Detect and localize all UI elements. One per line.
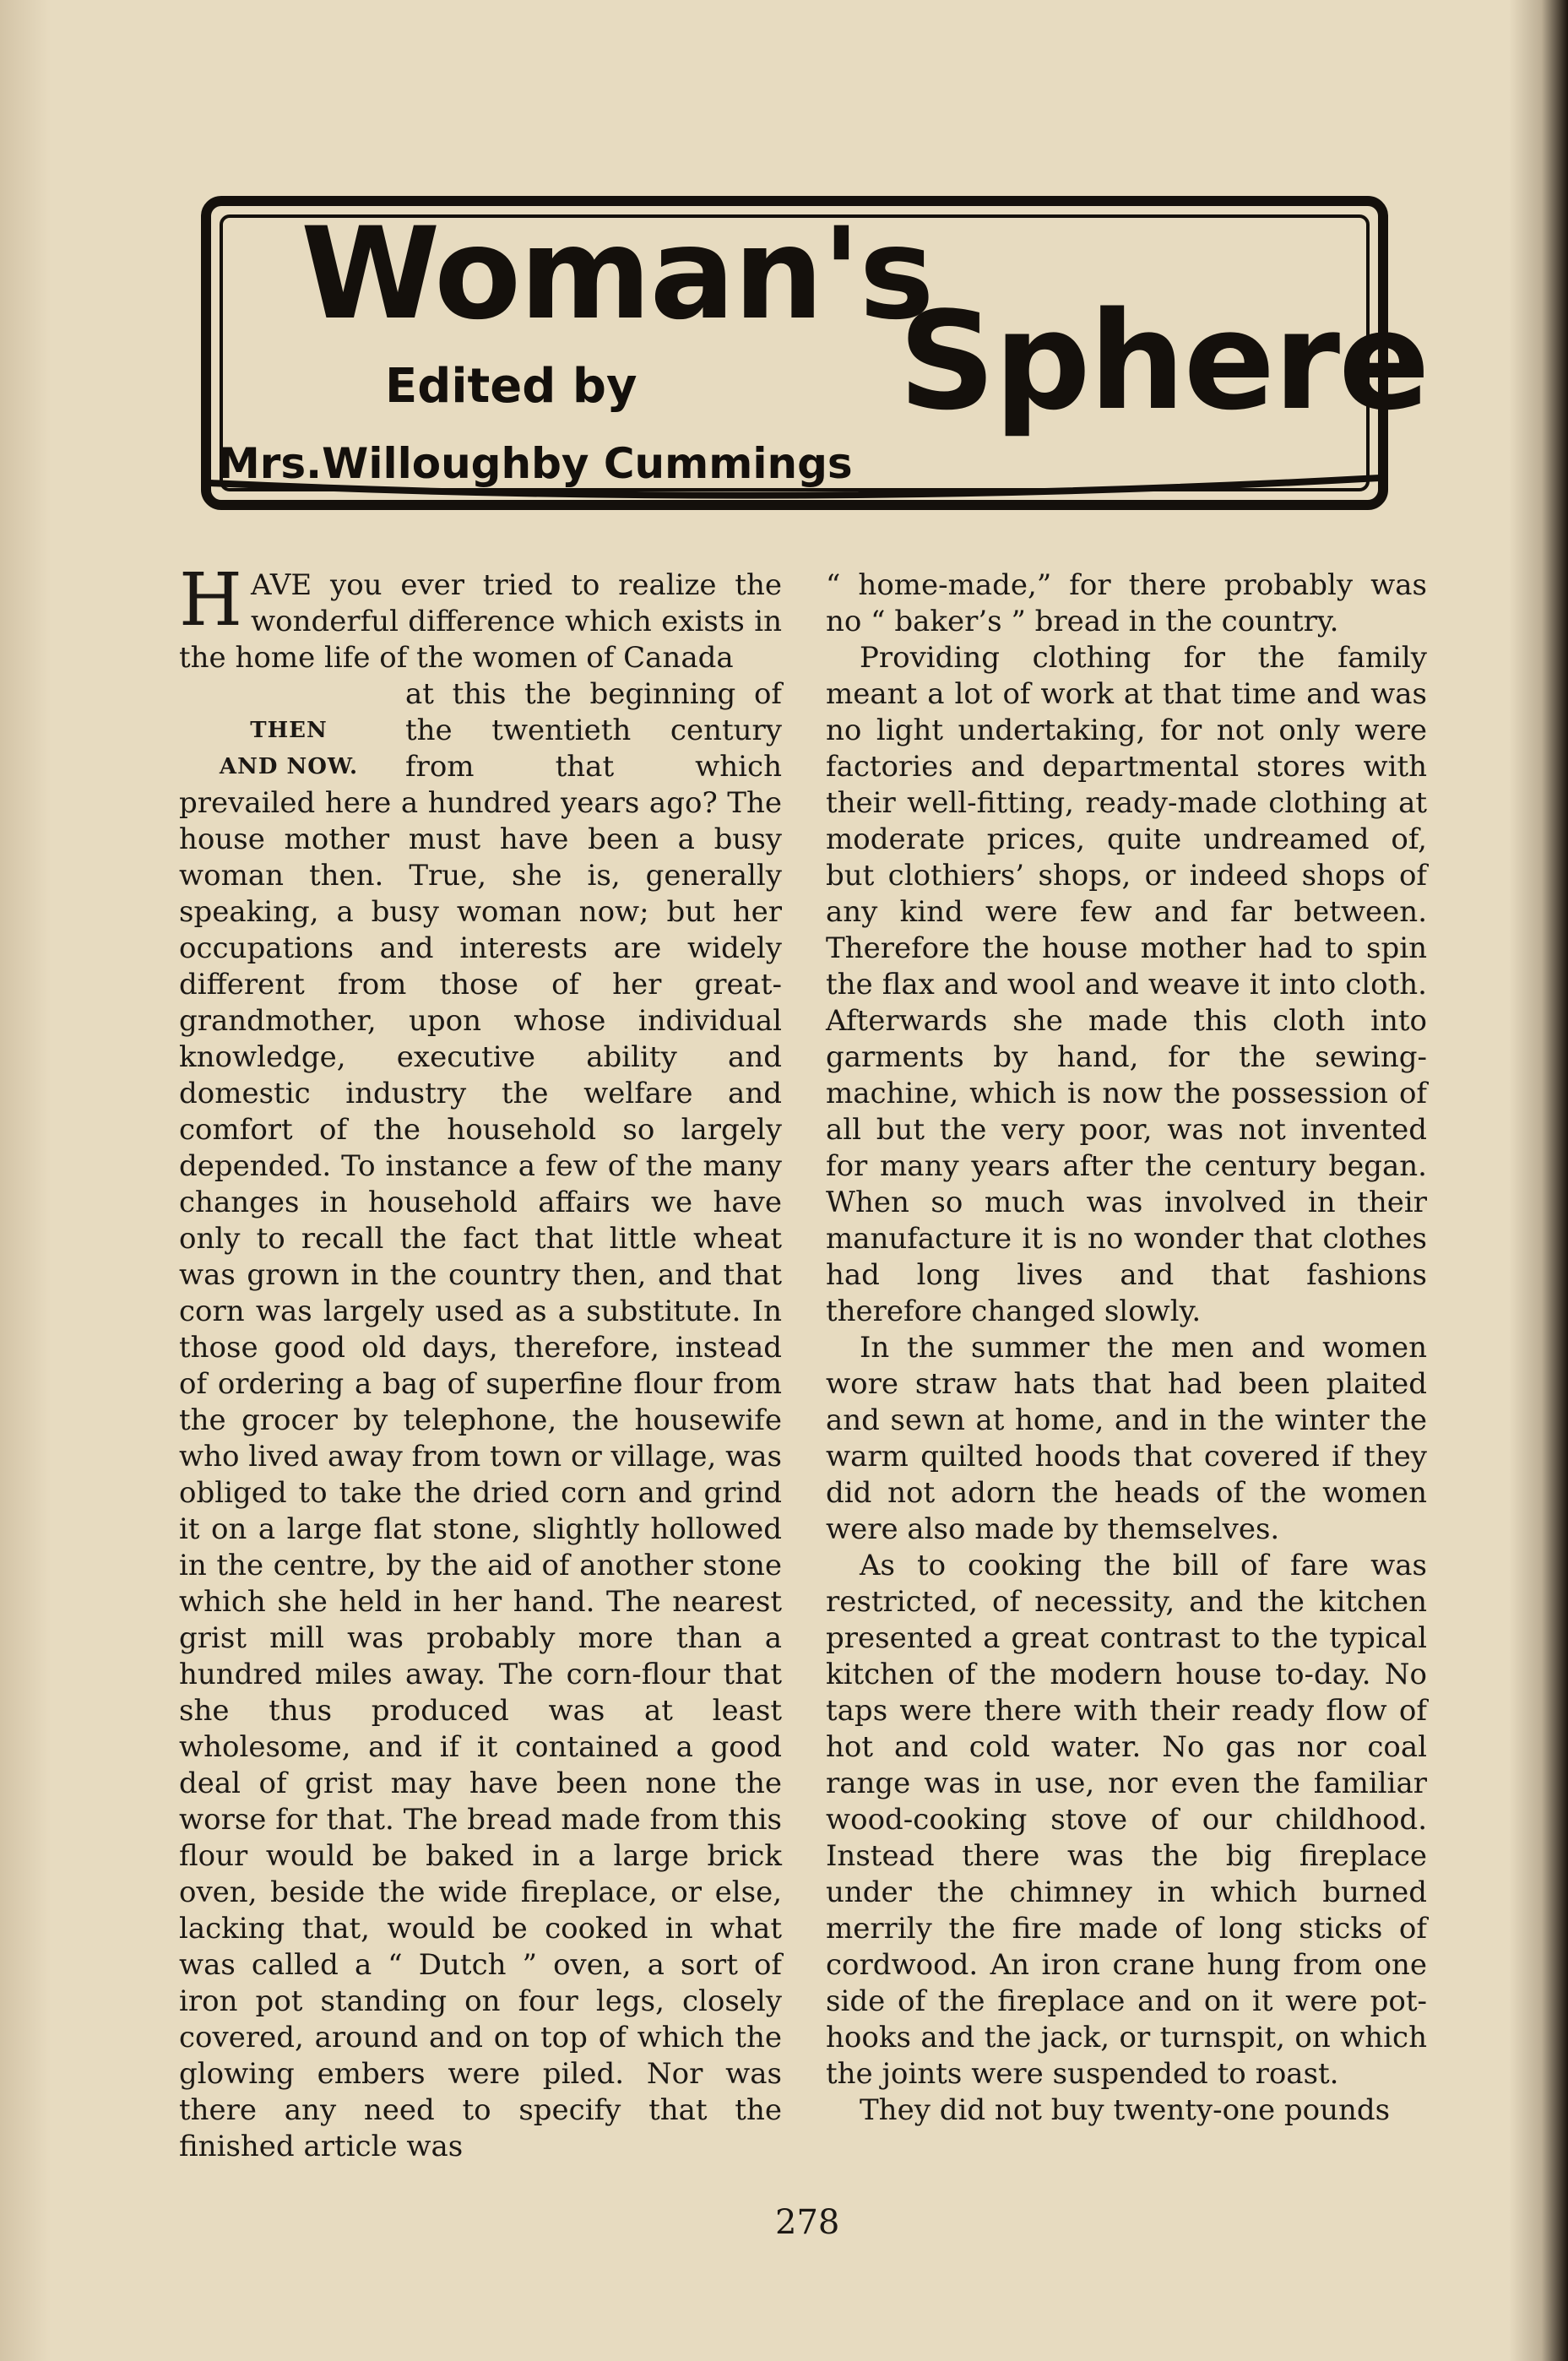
left-column	[179, 558, 782, 2165]
edited-by-label: Edited by	[385, 359, 638, 414]
paragraph-5: They did not buy twenty-one pounds	[860, 2093, 1391, 2127]
title-sphere: Sphere	[898, 282, 1429, 440]
side-note-then: THEN	[250, 718, 328, 743]
title-womans: Woman's	[301, 201, 933, 348]
header-banner	[201, 196, 1429, 510]
paragraph-2: Providing clothing for the family meant a lot of work at that time and was no light undertaking, for not only were factories and departmental stores with their well-fitting, ready-made clothing at moderate prices, quite undreamed of, but clothiers’ shops, or indeed shops of any kind were few and far between. Therefore the house mother had to spin the flax and wool and weave it into cloth. Afterwards she made this cloth into garments by hand, for the sewing-machine, which is now the possession of all but the very poor, was not invented for many years after the century began. When so much was involved in their manufacture it is no wonder that clothes had long lives and that fashions therefore changed slowly.	[826, 641, 1427, 1328]
side-note-and-now: AND NOW.	[219, 754, 359, 779]
paragraph-1: “ home-made,” for there probably was no “ baker’s ” bread in the country.	[826, 568, 1427, 638]
paragraph-4: As to cooking the bill of fare was restricted, of necessity, and the kitchen presented a great contrast to the typical kitchen of the modern house to-day. No taps were there with their ready flow of hot and cold water. No gas nor coal range was in use, nor even the familiar wood-cooking stove of our childhood. Instead there was the big fireplace under the chimney in which burned merrily the fire made of long sticks of cordwood. An iron crane hung from one side of the fireplace and on it were pot-hooks and the jack, or turnspit, on which the joints were suspended to roast.	[826, 1549, 1427, 2091]
right-column	[826, 567, 1427, 2129]
paragraph-body: at this the beginning of the twentieth century from that which prevailed here a hundred years ago? The house mother must have been a busy woman then. True, she is, generally speaking, a busy woman now; but her occupations and interests are widely different from those of her great-grandmother, upon whose individual knowledge, executive ability and domestic industry the welfare and comfort of the household so largely depended. To instance a few of the many changes in household affairs we have only to recall the fact that little wheat was grown in the country then, and that corn was largely used as a substitute. In those good old days, therefore, instead of ordering a bag of superfine flour from the grocer by telephone, the housewife who lived away from town or village, was obliged to take the dried corn and grind it on a large flat stone, slightly hollowed in the centre, by the aid of another stone which she held in her hand. The nearest grist mill was probably more than a hundred miles away. The corn-flour that she thus produced was at least wholesome, and if it contained a good deal of grist may have been none the worse for that. The bread made from this flour would be baked in a large brick oven, beside the wide fireplace, or else, lacking that, would be cooked in what was called a “ Dutch ” oven, a sort of iron pot standing on four legs, closely covered, around and on top of which the glowing embers were piled. Nor was there any need to specify that the finished article was	[179, 677, 782, 2163]
page-edge-shadow	[1509, 0, 1568, 2361]
side-note	[179, 676, 405, 785]
editor-name: Mrs.Willoughby Cummings	[218, 439, 853, 488]
paragraph-3: In the summer the men and women wore straw hats that had been plaited and sewn at home, and in the winter the warm quilted hoods that covered if they did not adorn the heads of the women were also made by themselves.	[826, 1331, 1427, 1546]
drop-cap: H	[179, 558, 242, 643]
page-gutter-shadow	[0, 0, 51, 2361]
intro-text: AVE you ever tried to realize the wonderful difference which exists in the home life of the women of Canada	[179, 568, 782, 675]
page-number: 278	[775, 2203, 840, 2242]
paragraph-intro	[179, 558, 782, 676]
